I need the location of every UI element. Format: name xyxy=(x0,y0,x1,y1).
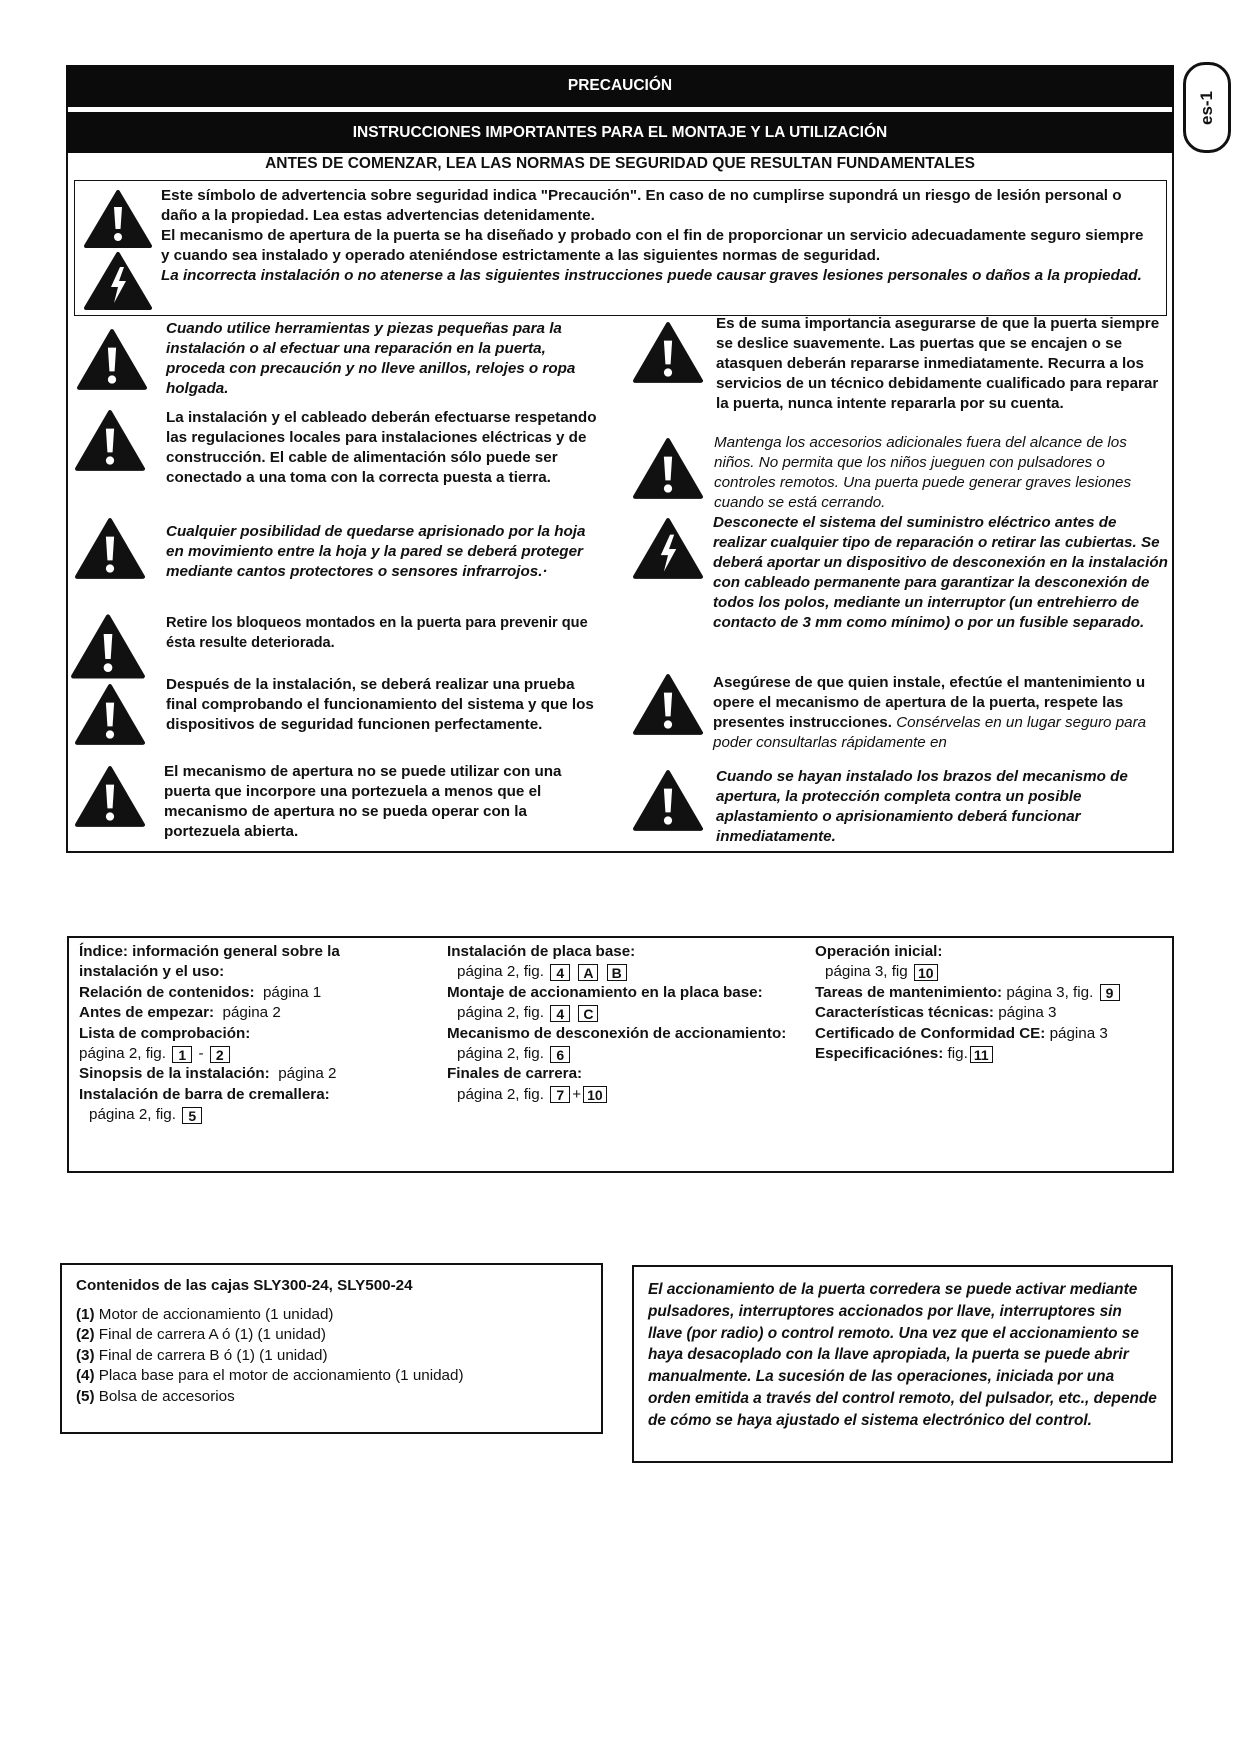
warning-smooth-door: Es de suma importancia asegurarse de que la puerta siempre se deslice suavemente. Las puertas que se encajen o se atasquen deberán repararse inmediatamente. Recurra a los servicios de un técnico debidamente cualificado para reparar la puerta, nunca intente repararla por su cuenta. xyxy=(716,315,1160,412)
warning-icon xyxy=(632,436,704,502)
index-maintenance: Tareas de mantenimiento: página 3, fig. 9 xyxy=(815,983,1170,1003)
operation-note xyxy=(632,1265,1173,1463)
index-contents: Relación de contenidos: página 1 xyxy=(79,983,322,1001)
index-synopsis: Sinopsis de la instalación: página 2 xyxy=(79,1065,337,1083)
index-initial-operation-page: página 3, fig 10 xyxy=(815,962,1170,982)
index-initial-operation: Operación inicial: xyxy=(815,943,943,960)
page-tab-label: es-1 xyxy=(1197,90,1216,125)
warning-follow-instructions-main: Asegúrese de que quien instale, efectúe el mantenimiento u opere el mecanismo de apertura de la puerta, respete las presentes instrucciones. xyxy=(713,674,1146,731)
index-general-info-2: instalación y el uso: xyxy=(79,963,225,981)
list-item: (3) Final de carrera B ó (1) (1 unidad) xyxy=(76,1346,328,1364)
warning-tools: Cuando utilice herramientas y piezas pequeñas para la instalación o al efectuar una reparación en la puerta, proceda con precaución y no lleve anillos, relojes o ropa holgada. xyxy=(166,320,576,397)
index-base-plate-page: página 2, fig. 4 A B xyxy=(447,962,807,982)
index-rack-page: página 2, fig. 5 xyxy=(79,1105,439,1125)
warning-follow-instructions xyxy=(713,673,1168,753)
index-drive-mount-page: página 2, fig. 4 C xyxy=(447,1003,807,1023)
warning-icon xyxy=(76,327,148,393)
warning-icon xyxy=(74,764,146,830)
box-contents xyxy=(60,1263,603,1434)
warning-children: Mantenga los accesorios adicionales fuera del alcance de los niños. No permita que los niños jueguen con pulsadores o controles remotos. Una puerta puede generar graves lesiones cuando se está cerrando. xyxy=(714,434,1132,511)
index-box xyxy=(67,936,1174,1173)
before-start-heading: ANTES DE COMENZAR, LEA LAS NORMAS DE SEGURIDAD QUE RESULTAN FUNDAMENTALES xyxy=(265,155,975,172)
warning-arms: Cuando se hayan instalado los brazos del mecanismo de apertura, la protección completa contra un posible aplastamiento o aprisionamiento deberá funcionar inmediatamente. xyxy=(716,768,1128,845)
index-base-plate: Instalación de placa base: xyxy=(447,943,636,960)
warning-icon xyxy=(74,516,146,582)
index-checklist-page: página 2, fig. 1 - 2 xyxy=(79,1044,439,1064)
index-checklist: Lista de comprobación: xyxy=(79,1024,251,1042)
fig-ref: B xyxy=(607,964,627,981)
index-column-1 xyxy=(79,942,439,1126)
box-contents-title: Contenidos de las cajas SLY300-24, SLY500-24 xyxy=(76,1277,413,1294)
caution-header: PRECAUCIÓN xyxy=(66,65,1174,107)
fig-ref: 7 xyxy=(550,1086,570,1103)
index-limit-switches-page: página 2, fig. 7 + 10 xyxy=(447,1085,807,1105)
fig-ref: A xyxy=(578,964,598,981)
list-item: (1) Motor de accionamiento (1 unidad) xyxy=(76,1306,334,1323)
index-disconnect-page: página 2, fig. 6 xyxy=(447,1044,807,1064)
electric-shock-icon xyxy=(83,251,153,311)
operation-note-text: El accionamiento de la puerta corredera se puede activar mediante pulsadores, interruptores accionados por llave, interruptores sin llave (por radio) o control remoto. Una vez que el accionamiento se haya desacoplado con la llave apropiada, la puerta se puede abrir manualmente. La sucesión de las operaciones, iniciada por una orden emitida a través del control remoto, del pulsador, etc., depende de cómo se haya ajustado el sistema electrónico del control. xyxy=(648,1281,1157,1429)
electric-shock-icon xyxy=(632,516,704,582)
index-ce-certificate: Certificado de Conformidad CE: página 3 xyxy=(815,1024,1108,1042)
index-technical: Características técnicas: página 3 xyxy=(815,1004,1057,1022)
warning-icon xyxy=(74,682,146,748)
index-before-start: Antes de empezar: página 2 xyxy=(79,1004,281,1022)
fig-ref: C xyxy=(578,1005,598,1022)
warning-icon xyxy=(632,768,704,834)
warning-disconnect: Desconecte el sistema del suministro eléctrico antes de realizar cualquier tipo de reparación o retirar las cubiertas. Se deberá aportar un dispositivo de desconexión en la instalación con cableado permanente para garantizar la desconexión de todos los polos, mediante un interruptor (un entrehierro de contacto de 3 mm como mínimo) o por un fusible separado. xyxy=(713,514,1168,631)
fig-ref: 1 xyxy=(172,1046,192,1063)
warning-wiring: La instalación y el cableado deberán efectuarse respetando las regulaciones locales para instalaciones eléctricas y de construcción. El cable de alimentación sólo puede ser conectado a una toma con la correcta puesta a tierra. xyxy=(166,409,597,486)
list-item: (5) Bolsa de accesorios xyxy=(76,1387,235,1405)
fig-ref: 2 xyxy=(210,1046,230,1063)
index-specifications: Especificaciónes: fig. 11 xyxy=(815,1044,1170,1064)
intro-symbol-text: Este símbolo de advertencia sobre seguridad indica "Precaución". En caso de no cumplirse supondrá un riesgo de lesión personal o daño a la propiedad. Lea estas advertencias detenidamente. xyxy=(161,187,1122,224)
fig-ref: 4 xyxy=(550,964,570,981)
intro-warning-text: La incorrecta instalación o no atenerse a las siguientes instrucciones puede causar graves lesiones personales o daños a la propiedad. xyxy=(161,267,1142,284)
fig-ref: 10 xyxy=(583,1086,607,1103)
warning-final-test: Después de la instalación, se deberá realizar una prueba final comprobando el funcionamiento del sistema y que los dispositivos de seguridad funcionen perfectamente. xyxy=(166,676,594,733)
warning-follow-instructions-keep: Consérvelas en un lugar seguro para poder consultarlas rápidamente en xyxy=(713,714,1147,751)
fig-ref: 9 xyxy=(1100,984,1120,1001)
fig-ref: 6 xyxy=(550,1046,570,1063)
intro-design-text: El mecanismo de apertura de la puerta se ha diseñado y probado con el fin de proporcionar un servicio adecuadamente seguro siempre y cuando sea instalado y operado ateniéndose estrictamente a las siguientes normas de seguridad. xyxy=(161,227,1144,264)
list-item: (2) Final de carrera A ó (1) (1 unidad) xyxy=(76,1326,326,1344)
index-limit-switches: Finales de carrera: xyxy=(447,1065,583,1083)
list-item: (4) Placa base para el motor de accionamiento (1 unidad) xyxy=(76,1367,464,1385)
warning-icon xyxy=(83,189,153,249)
fig-ref: 5 xyxy=(182,1107,202,1124)
index-general-info: Índice: información general sobre la xyxy=(79,943,340,960)
index-column-3 xyxy=(815,942,1170,1064)
box-contents-list xyxy=(76,1305,464,1407)
index-disconnect: Mecanismo de desconexión de accionamiento: xyxy=(447,1024,787,1042)
intro-box xyxy=(74,180,1167,316)
warning-icon xyxy=(632,320,704,386)
warning-icon xyxy=(70,612,146,682)
warning-icon xyxy=(632,672,704,738)
warning-wicket-door: El mecanismo de apertura no se puede utilizar con una puerta que incorpore una portezuela a menos que el mecanismo de apertura no se pueda operar con la portezuela abierta. xyxy=(164,763,562,840)
fig-ref: 10 xyxy=(914,964,938,981)
warning-icon xyxy=(74,408,146,474)
instructions-header: INSTRUCCIONES IMPORTANTES PARA EL MONTAJE Y LA UTILIZACIÓN xyxy=(66,112,1174,153)
index-rack: Instalación de barra de cremallera: xyxy=(79,1085,330,1103)
warning-entrapment: Cualquier posibilidad de quedarse aprisionado por la hoja en movimiento entre la hoja y la pared se deberá proteger mediante cantos protectores o sensores infrarrojos.· xyxy=(166,523,586,580)
index-column-2 xyxy=(447,942,807,1105)
warning-locks: Retire los bloqueos montados en la puerta para prevenir que ésta resulte deteriorada. xyxy=(166,615,588,651)
page-tab xyxy=(1183,62,1231,153)
fig-ref: 11 xyxy=(970,1046,993,1063)
fig-ref: 4 xyxy=(550,1005,570,1022)
index-drive-mount: Montaje de accionamiento en la placa base: xyxy=(447,983,763,1001)
